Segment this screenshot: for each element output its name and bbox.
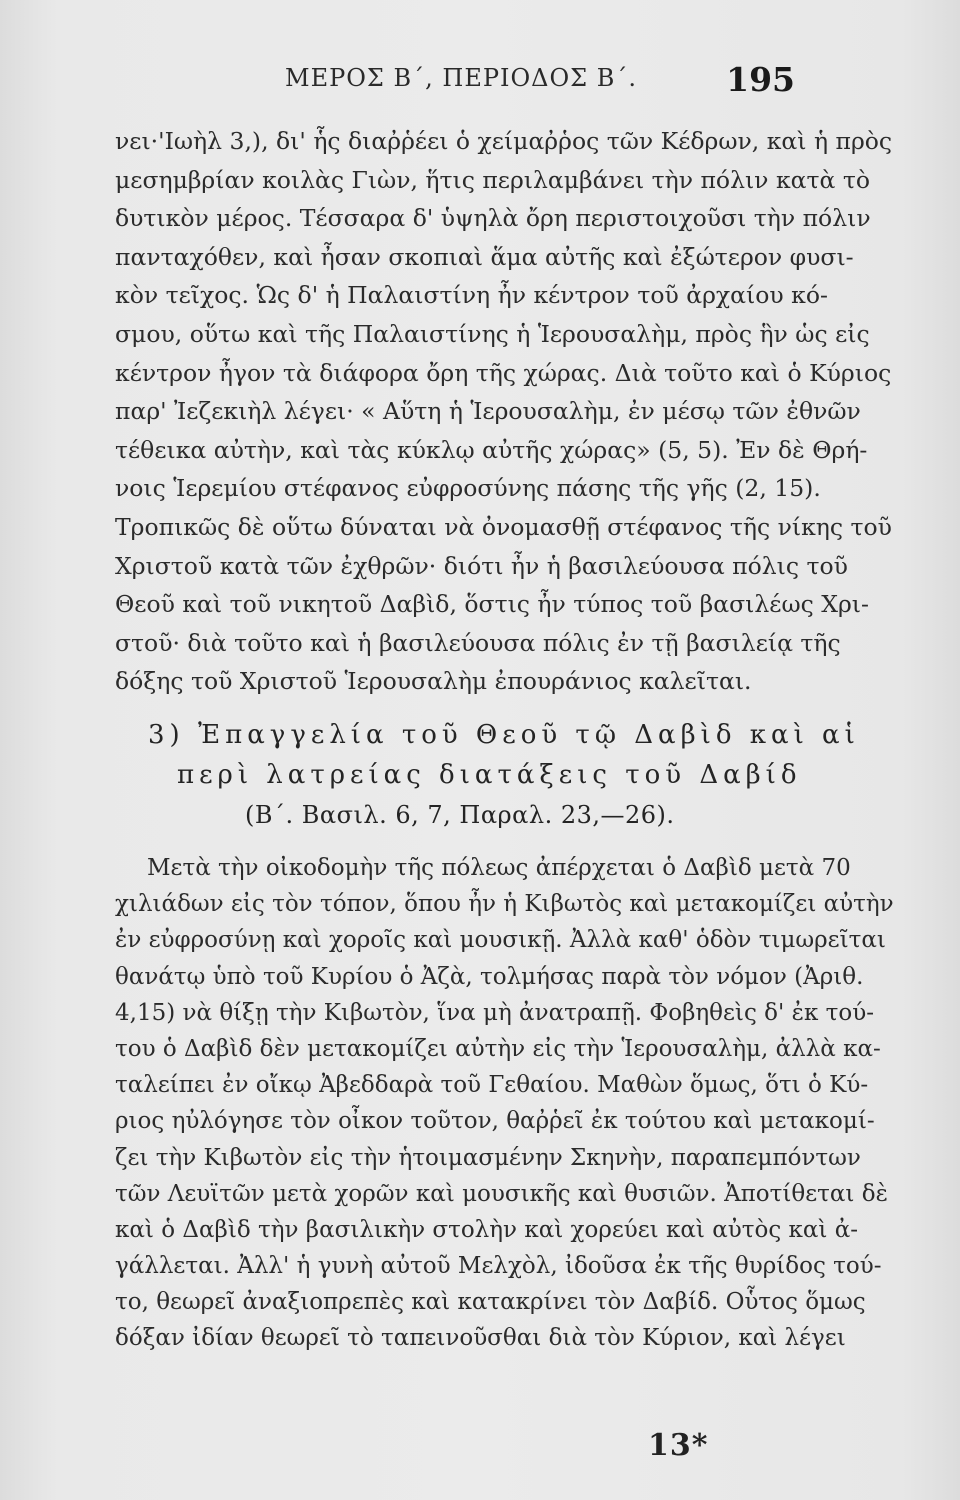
paragraph-2 — [115, 850, 894, 1357]
text-line: σμου, οὕτω καὶ τῆς Παλαιστίνης ἡ Ἱερουσαλὴμ, πρὸς ἣν ὡς εἰς — [115, 319, 870, 348]
text-line: δόξης τοῦ Χριστοῦ Ἱερουσαλὴμ ἐπουράνιος καλεῖται. — [115, 667, 752, 696]
text-line: ριος ηὐλόγησε τὸν οἶκον τοῦτον, θαῤῥεῖ ἐκ τούτου καὶ μετακομί- — [115, 1108, 875, 1135]
text-line: κέντρον ἦγον τὰ διάφορα ὄρη τῆς χώρας. Διὰ τοῦτο καὶ ὁ Κύριος — [115, 358, 892, 387]
text-line: Τροπικῶς δὲ οὕτω δύναται νὰ ὀνομασθῇ στέφανος τῆς νίκης τοῦ — [115, 512, 892, 541]
text-line: ζει τὴν Κιβωτὸν εἰς τὴν ἡτοιμασμένην Σκηνὴν, παραπεμπόντων — [115, 1144, 861, 1171]
section-heading — [115, 715, 860, 835]
text-line: πανταχόθεν, καὶ ἦσαν σκοπιαὶ ἅμα αὐτῆς καὶ ἐξώτερον φυσι- — [115, 242, 854, 271]
page-number: 195 — [726, 60, 795, 99]
text-line: μεσημβρίαν κοιλὰς Γιὼν, ἥτις περιλαμβάνει τὴν πόλιν κατὰ τὸ — [115, 165, 870, 194]
text-line: χιλιάδων εἰς τὸν τόπον, ὅπου ἦν ἡ Κιβωτὸς καὶ μετακομίζει αὐτὴν — [115, 891, 894, 918]
signature-mark: 13* — [648, 1428, 709, 1463]
heading-line: 3) Ἐπαγγελία τοῦ Θεοῦ τῷ Δαβὶδ καὶ αἱ — [148, 720, 860, 750]
text-line: 4,15) νὰ θίξῃ τὴν Κιβωτὸν, ἵνα μὴ ἀνατραπῇ. Φοβηθεὶς δ' ἐκ τού- — [115, 999, 874, 1026]
page-header — [115, 60, 795, 104]
text-line: το, θεωρεῖ ἀναξιοπρεπὲς καὶ κατακρίνει τὸν Δαβίδ. Οὗτος ὅμως — [115, 1289, 866, 1316]
text-line: του ὁ Δαβὶδ δὲν μετακομίζει αὐτὴν εἰς τὴν Ἱερουσαλὴμ, ἀλλὰ κα- — [115, 1035, 881, 1062]
text-line: Μετὰ τὴν οἰκοδομὴν τῆς πόλεως ἀπέρχεται ὁ Δαβὶδ μετὰ 70 — [147, 855, 851, 881]
text-line: Χριστοῦ κατὰ τῶν ἐχθρῶν· διότι ἦν ἡ βασιλεύουσα πόλις τοῦ — [115, 551, 848, 580]
text-line: Θεοῦ καὶ τοῦ νικητοῦ Δαβὶδ, ὅστις ἦν τύπος τοῦ βασιλέως Χρι- — [115, 590, 869, 619]
text-line: θανάτῳ ὑπὸ τοῦ Κυρίου ὁ Ἀζὰ, τολμήσας παρὰ τὸν νόμον (Ἀριθ. — [115, 963, 864, 990]
text-line: ἐν εὐφροσύνῃ καὶ χοροῖς καὶ μουσικῇ. Ἀλλὰ καθ' ὁδὸν τιμωρεῖται — [115, 927, 886, 954]
heading-reference: (Β΄. Βασιλ. 6, 7, Παραλ. 23,—26). — [245, 801, 675, 829]
text-line: στοῦ· διὰ τοῦτο καὶ ἡ βασιλεύουσα πόλις ἐν τῇ βασιλείᾳ τῆς — [115, 628, 841, 657]
running-head: ΜΕΡΟΣ Β΄, ΠΕΡΙΟΔΟΣ Β΄. — [285, 64, 638, 92]
text-line: τέθεικα αὐτὴν, καὶ τὰς κύκλῳ αὐτῆς χώρας» (5, 5). Ἐν δὲ Θρή- — [115, 435, 868, 464]
heading-line: περὶ λατρείας διατάξεις τοῦ Δαβίδ — [177, 760, 802, 790]
text-line: παρ' Ἰεζεκιὴλ λέγει· « Αὕτη ἡ Ἱερουσαλὴμ, ἐν μέσῳ τῶν ἐθνῶν — [115, 397, 861, 426]
text-line: νει·'Ιωὴλ 3,), δι' ἧς διαῤῥέει ὁ χείμαῤῥος τῶν Κέδρων, καὶ ἡ πρὸς — [115, 127, 893, 155]
text-line: ταλείπει ἐν οἴκῳ Ἀβεδδαρὰ τοῦ Γεθαίου. Μαθὼν ὅμως, ὅτι ὁ Κύ- — [115, 1072, 869, 1099]
text-line: νοις Ἱερεμίου στέφανος εὐφροσύνης πάσης τῆς γῆς (2, 15). — [115, 474, 821, 503]
text-line: τῶν Λευϊτῶν μετὰ χορῶν καὶ μουσικῆς καὶ θυσιῶν. Ἀποτίθεται δὲ — [115, 1180, 888, 1207]
text-line: κὸν τεῖχος. Ὡς δ' ἡ Παλαιστίνη ἦν κέντρον τοῦ ἀρχαίου κό- — [115, 281, 828, 310]
text-line: δόξαν ἰδίαν θεωρεῖ τὸ ταπεινοῦσθαι διὰ τὸν Κύριον, καὶ λέγει — [115, 1325, 846, 1352]
text-line: γάλλεται. Ἀλλ' ἡ γυνὴ αὐτοῦ Μελχὸλ, ἰδοῦσα ἐκ τῆς θυρίδος τού- — [115, 1253, 882, 1280]
paragraph-1 — [115, 122, 893, 701]
text-line: καὶ ὁ Δαβὶδ τὴν βασιλικὴν στολὴν καὶ χορεύει καὶ αὐτὸς καὶ ἀ- — [115, 1216, 859, 1243]
text-line: δυτικὸν μέρος. Τέσσαρα δ' ὑψηλὰ ὄρη περιστοιχοῦσι τὴν πόλιν — [115, 204, 871, 233]
